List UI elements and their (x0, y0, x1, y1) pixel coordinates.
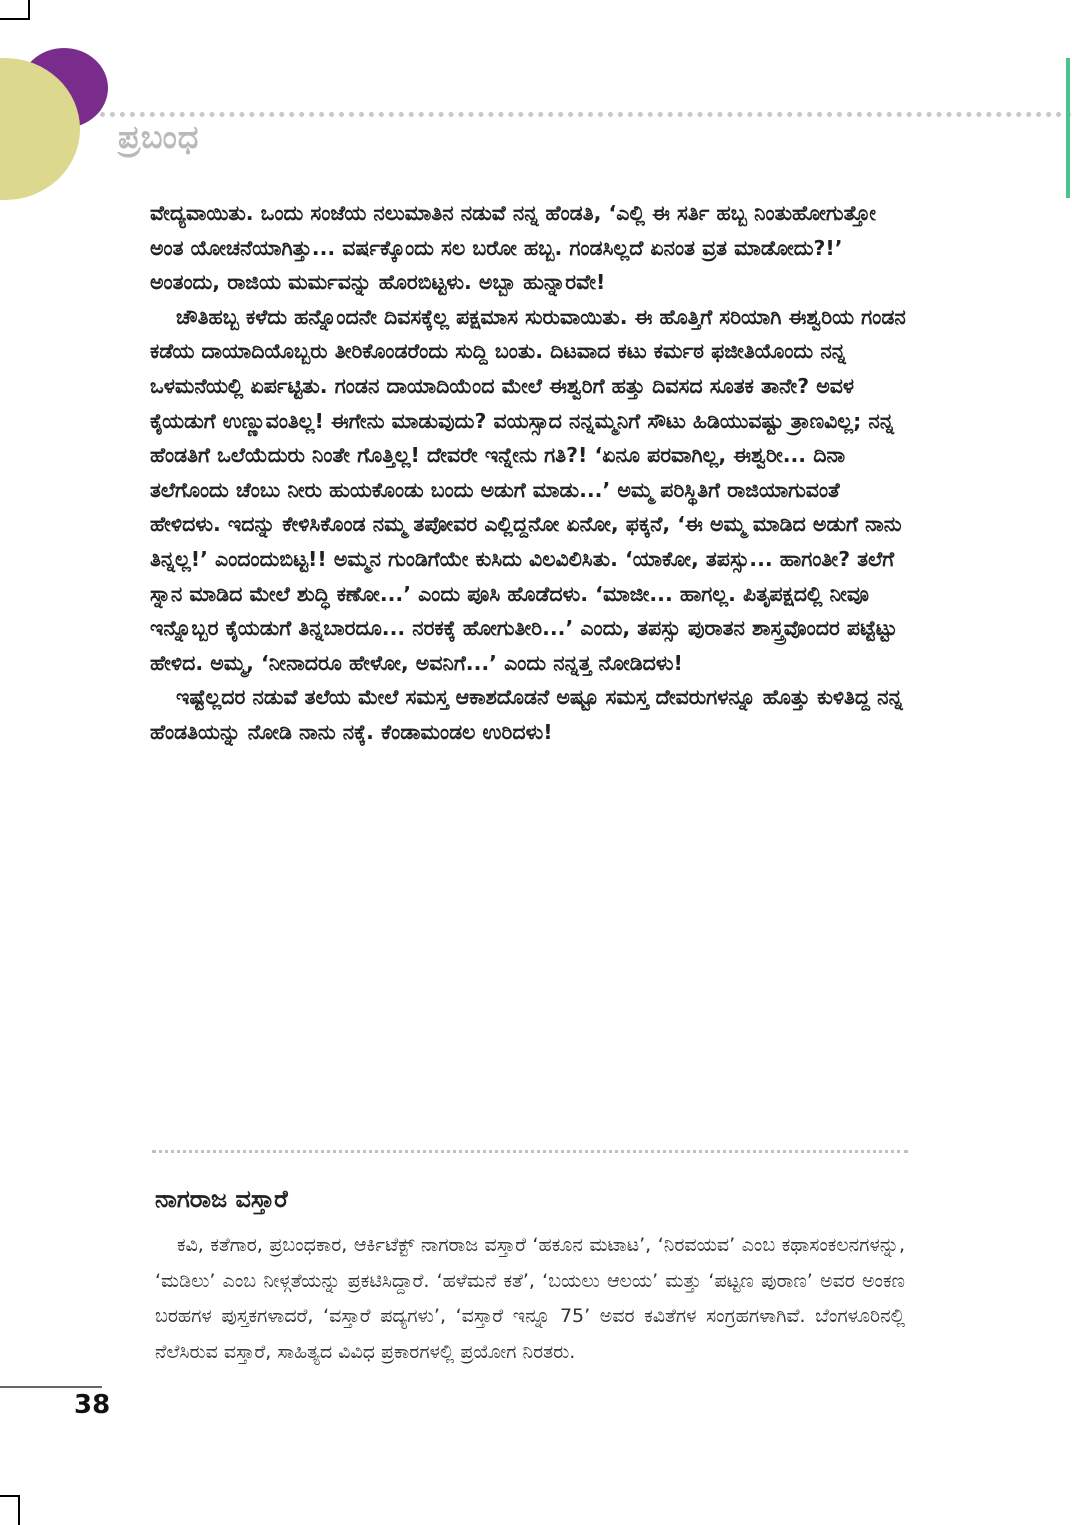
section-title: ಪ್ರಬಂಧ (118, 118, 200, 156)
essay-paragraph-2: ಚೌತಿಹಬ್ಬ ಕಳೆದು ಹನ್ನೊಂದನೇ ದಿವಸಕ್ಕೆಲ್ಲ ಪಕ್ಷಮಾಸ ಸುರುವಾಯಿತು. ಈ ಹೊತ್ತಿಗೆ ಸರಿಯಾಗಿ ಈಶ್ವರಿಯ ಗಂಡನ ಕಡೆಯ ದಾಯಾದಿಯೊಬ್ಬರು ತೀರಿಕೊಂಡರೆಂದು ಸುದ್ದಿ ಬಂತು. ದಿಟವಾದ ಕಟು ಕರ್ಮಠ ಫಜೀತಿಯೊಂದು ನನ್ನ ಒಳಮನೆಯಲ್ಲಿ ಏರ್ಪಟ್ಟಿತು. ಗಂಡನ ದಾಯಾದಿಯೆಂದ ಮೇಲೆ ಈಶ್ವರಿಗೆ ಹತ್ತು ದಿವಸದ ಸೂತಕ ತಾನೇ? ಅವಳ ಕೈಯಡುಗೆ ಉಣ್ಣುವಂತಿಲ್ಲ! ಈಗೇನು ಮಾಡುವುದು? ವಯಸ್ಸಾದ ನನ್ನಮ್ಮನಿಗೆ ಸೌಟು ಹಿಡಿಯುವಷ್ಟು ತ್ರಾಣವಿಲ್ಲ; ನನ್ನ ಹೆಂಡತಿಗೆ ಒಲೆಯೆದುರು ನಿಂತೇ ಗೊತ್ತಿಲ್ಲ! ದೇವರೇ ಇನ್ನೇನು ಗತಿ?! ‘ಏನೂ ಪರವಾಗಿಲ್ಲ, ಈಶ್ವರೀ... ದಿನಾ ತಲೆಗೊಂದು ಚೆಂಬು ನೀರು ಹುಯಕೊಂಡು ಬಂದು ಅಡುಗೆ ಮಾಡು...’ ಅಮ್ಮ ಪರಿಸ್ಥಿತಿಗೆ ರಾಜಿಯಾಗುವಂತೆ ಹೇಳಿದಳು. ಇದನ್ನು ಕೇಳಿಸಿಕೊಂಡ ನಮ್ಮ ತಪೋವರ ಎಲ್ಲಿದ್ದನೋ ಏನೋ, ಫಕ್ಕನೆ, ‘ಈ ಅಮ್ಮ ಮಾಡಿದ ಅಡುಗೆ ನಾನು ತಿನ್ನಲ್ಲ!’ ಎಂದಂದುಬಿಟ್ಟ!! ಅಮ್ಮನ ಗುಂಡಿಗೆಯೇ ಕುಸಿದು ವಿಲವಿಲಿಸಿತು. ‘ಯಾಕೋ, ತಪಸ್ಸು... ಹಾಗಂತೀ? ತಲೆಗೆ ಸ್ನಾನ ಮಾಡಿದ ಮೇಲೆ ಶುದ್ಧಿ ಕಣೋ...’ ಎಂದು ಪೂಸಿ ಹೊಡೆದಳು. ‘ಮಾಜೀ... ಹಾಗಲ್ಲ. ಪಿತೃಪಕ್ಷದಲ್ಲಿ ನೀವೂ ಇನ್ನೊಬ್ಬರ ಕೈಯಡುಗೆ ತಿನ್ನಬಾರದೂ... ನರಕಕ್ಕೆ ಹೋಗುತೀರಿ...’ ಎಂದು, ತಪಸ್ಸು ಪುರಾತನ ಶಾಸ್ತ್ರವೊಂದರ ಪಟ್ಟೆಟ್ಟು ಹೇಳಿದ. ಅಮ್ಮ, ‘ನೀನಾದರೂ ಹೇಳೋ, ಅವನಿಗೆ...’ ಎಂದು ನನ್ನತ್ತ ನೋಡಿದಳು! (150, 304, 906, 675)
page-number-rule (0, 1386, 102, 1388)
page-number: 38 (74, 1390, 111, 1420)
crop-mark-bottom-left-vertical (18, 1495, 20, 1525)
essay-body (150, 196, 910, 750)
crop-mark-top-left-vertical (28, 0, 30, 20)
author-name: ನಾಗರಾಜ ವಸ್ತಾರೆ (155, 1185, 288, 1213)
author-bio: ಕವಿ, ಕತೆಗಾರ, ಪ್ರಬಂಧಕಾರ, ಆರ್ಕಿಟೆಕ್ಟ್ ನಾಗರಾಜ ವಸ್ತಾರೆ ‘ಹಕೂನ ಮಟಾಟ’, ‘ನಿರವಯವ’ ಎಂಬ ಕಥಾಸಂಕಲನಗಳನ್ನು, ‘ಮಡಿಲು’ ಎಂಬ ನೀಳ್ಗತೆಯನ್ನು ಪ್ರಕಟಿಸಿದ್ದಾರೆ. ‘ಹಳೆಮನೆ ಕತೆ’, ‘ಬಯಲು ಆಲಯ’ ಮತ್ತು ‘ಪಟ್ಟಣ ಪುರಾಣ’ ಅವರ ಅಂಕಣ ಬರಹಗಳ ಪುಸ್ತಕಗಳಾದರೆ, ‘ವಸ್ತಾರೆ ಪದ್ಯಗಳು’, ‘ವಸ್ತಾರೆ ಇನ್ನೂ 75’ ಅವರ ಕವಿತೆಗಳ ಸಂಗ್ರಹಗಳಾಗಿವೆ. ಬೆಂಗಳೂರಿನಲ್ಲಿ ನೆಲೆಸಿರುವ ವಸ್ತಾರೆ, ಸಾಹಿತ್ಯದ ವಿವಿಧ ಪ್ರಕಾರಗಳಲ್ಲಿ ಪ್ರಯೋಗ ನಿರತರು. (155, 1234, 905, 1363)
crop-mark-bottom-left-horizontal (0, 1495, 20, 1497)
essay-paragraph-1: ವೇದ್ಯವಾಯಿತು. ಒಂದು ಸಂಜೆಯ ನಲುಮಾತಿನ ನಡುವೆ ನನ್ನ ಹೆಂಡತಿ, ‘ಎಲ್ಲಿ ಈ ಸರ್ತಿ ಹಬ್ಬ ನಿಂತುಹೋಗುತ್ತೋ ಅಂತ ಯೋಚನೆಯಾಗಿತ್ತು... ವರ್ಷಕ್ಕೊಂದು ಸಲ ಬರೋ ಹಬ್ಬ. ಗಂಡಸಿಲ್ಲದೆ ಏನಂತ ವ್ರತ ಮಾಡೋದು?!’ ಅಂತಂದು, ರಾಜಿಯ ಮರ್ಮವನ್ನು ಹೊರಬಿಟ್ಟಳು. ಅಬ್ಬಾ ಹುನ್ನಾರವೇ! (150, 201, 876, 295)
green-edge-bar (1066, 58, 1070, 198)
crop-mark-top-left-horizontal (0, 18, 30, 20)
bio-dotted-rule (152, 1150, 908, 1153)
essay-paragraph-3: ಇಷ್ಟೆಲ್ಲದರ ನಡುವೆ ತಲೆಯ ಮೇಲೆ ಸಮಸ್ತ ಆಕಾಶದೊಡನೆ ಅಷ್ಟೂ ಸಮಸ್ತ ದೇವರುಗಳನ್ನೂ ಹೊತ್ತು ಕುಳಿತಿದ್ದ ನನ್ನ ಹೆಂಡತಿಯನ್ನು ನೋಡಿ ನಾನು ನಕ್ಕೆ. ಕೆಂಡಾಮಂಡಲ ಉರಿದಳು! (150, 685, 903, 744)
header-dotted-rule (100, 112, 1072, 117)
